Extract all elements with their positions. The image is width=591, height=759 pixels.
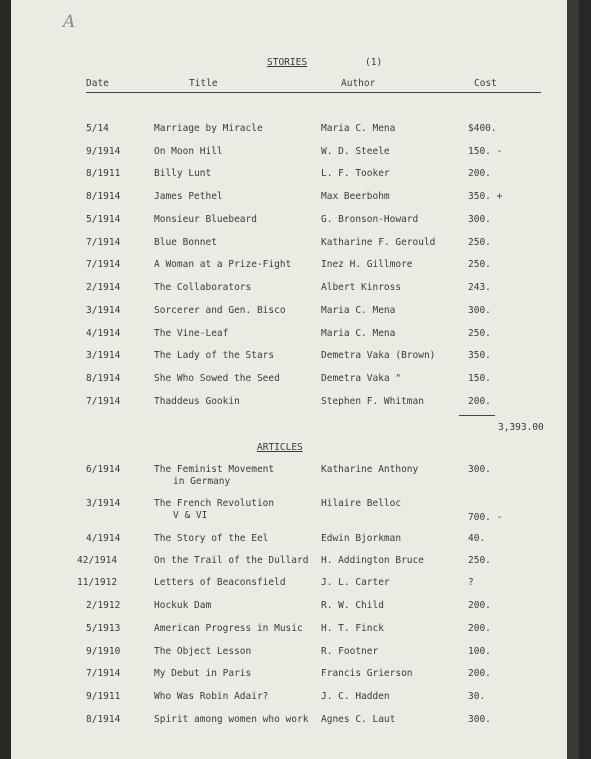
article-cost: 250. — [468, 555, 491, 566]
story-author: Maria C. Mena — [321, 123, 396, 134]
column-header-cost: Cost — [474, 78, 497, 89]
story-title: Sorcerer and Gen. Bisco — [154, 305, 286, 316]
article-date: 2/1912 — [86, 600, 121, 611]
article-date: 4/1914 — [86, 533, 121, 544]
story-cost: 150. — [468, 373, 491, 384]
article-cost: 40. — [468, 533, 486, 544]
story-title: She Who Sowed the Seed — [154, 373, 280, 384]
article-title: The Feminist Movement — [154, 464, 275, 475]
story-author: Inez H. Gillmore — [321, 259, 413, 270]
story-author: Katharine F. Gerould — [321, 237, 436, 248]
article-author: Agnes C. Laut — [321, 714, 396, 725]
story-author: L. F. Tooker — [321, 168, 390, 179]
article-cost: 200. — [468, 623, 491, 634]
story-cost: 300. — [468, 214, 491, 225]
article-author: Francis Grierson — [321, 668, 413, 679]
story-cost: 300. — [468, 305, 491, 316]
story-date: 8/1914 — [86, 191, 121, 202]
story-title: Monsieur Bluebeard — [154, 214, 257, 225]
article-date: 7/1914 — [86, 668, 121, 679]
article-author: H. Addington Bruce — [321, 555, 424, 566]
story-author: Demetra Vaka (Brown) — [321, 350, 436, 361]
column-header-title: Title — [189, 78, 218, 89]
story-date: 3/1914 — [86, 350, 121, 361]
article-cost: 700. - — [468, 512, 503, 523]
story-author: Albert Kinross — [321, 282, 402, 293]
story-title: Blue Bonnet — [154, 237, 217, 248]
story-cost: 250. — [468, 237, 491, 248]
stories-total: 3,393.00 — [498, 422, 544, 433]
story-cost: 243. — [468, 282, 491, 293]
article-date: 9/1911 — [86, 691, 121, 702]
article-author: H. T. Finck — [321, 623, 384, 634]
story-cost: 200. — [468, 396, 491, 407]
story-author: Demetra Vaka " — [321, 373, 402, 384]
story-cost: 250. — [468, 259, 491, 270]
article-title: My Debut in Paris — [154, 668, 252, 679]
story-date: 7/1914 — [86, 396, 121, 407]
story-date: 4/1914 — [86, 328, 121, 339]
story-title: Marriage by Miracle — [154, 123, 263, 134]
article-cost: 300. — [468, 464, 491, 475]
article-title: Hockuk Dam — [154, 600, 212, 611]
story-title: The Vine-Leaf — [154, 328, 229, 339]
article-author: J. C. Hadden — [321, 691, 390, 702]
article-title: The Object Lesson — [154, 646, 252, 657]
story-date: 8/1914 — [86, 373, 121, 384]
story-date: 2/1914 — [86, 282, 121, 293]
stories-heading: STORIES — [267, 57, 308, 68]
article-author: J. L. Carter — [321, 577, 390, 588]
story-cost: $400. — [468, 123, 497, 134]
story-author: W. D. Steele — [321, 146, 390, 157]
article-title: Who Was Robin Adair? — [154, 691, 269, 702]
story-date: 7/1914 — [86, 259, 121, 270]
story-date: 5/14 — [86, 123, 109, 134]
article-cost: ? — [468, 577, 474, 588]
story-author: Max Beerbohm — [321, 191, 390, 202]
article-date: 9/1910 — [86, 646, 121, 657]
article-cost: 300. — [468, 714, 491, 725]
article-author: Edwin Bjorkman — [321, 533, 402, 544]
page-edge-shadow — [567, 0, 579, 759]
story-author: Stephen F. Whitman — [321, 396, 424, 407]
article-cost: 200. — [468, 668, 491, 679]
article-title: Spirit among women who work — [154, 714, 309, 725]
story-date: 3/1914 — [86, 305, 121, 316]
story-date: 8/1911 — [86, 168, 121, 179]
total-rule — [459, 415, 495, 416]
story-cost: 350. + — [468, 191, 503, 202]
articles-heading: ARTICLES — [257, 442, 303, 453]
story-date: 5/1914 — [86, 214, 121, 225]
article-date: 42/1914 — [77, 555, 118, 566]
story-author: Maria C. Mena — [321, 328, 396, 339]
story-cost: 200. — [468, 168, 491, 179]
article-date: 11/1912 — [77, 577, 118, 588]
article-cost: 100. — [468, 646, 491, 657]
page-number: (1) — [365, 57, 383, 68]
story-title: Thaddeus Gookin — [154, 396, 240, 407]
story-date: 7/1914 — [86, 237, 121, 248]
article-title: Letters of Beaconsfield — [154, 577, 286, 588]
article-title-continued: V & VI — [173, 510, 208, 521]
article-author: R. W. Child — [321, 600, 384, 611]
article-date: 5/1913 — [86, 623, 121, 634]
story-title: The Collaborators — [154, 282, 252, 293]
story-title: The Lady of the Stars — [154, 350, 275, 361]
story-title: On Moon Hill — [154, 146, 223, 157]
story-cost: 350. — [468, 350, 491, 361]
column-header-author: Author — [341, 78, 376, 89]
article-date: 3/1914 — [86, 498, 121, 509]
article-author: R. Footner — [321, 646, 379, 657]
story-cost: 250. — [468, 328, 491, 339]
page-mark: A — [63, 12, 76, 32]
story-author: G. Bronson-Howard — [321, 214, 419, 225]
article-cost: 200. — [468, 600, 491, 611]
article-title-continued: in Germany — [173, 476, 231, 487]
article-date: 8/1914 — [86, 714, 121, 725]
column-header-date: Date — [86, 78, 109, 89]
document-page — [11, 0, 579, 759]
story-title: Billy Lunt — [154, 168, 212, 179]
story-cost: 150. - — [468, 146, 503, 157]
story-date: 9/1914 — [86, 146, 121, 157]
article-title: The Story of the Eel — [154, 533, 269, 544]
article-author: Hilaire Belloc — [321, 498, 402, 509]
article-title: American Progress in Music — [154, 623, 303, 634]
article-title: The French Revolution — [154, 498, 275, 509]
story-title: A Woman at a Prize-Fight — [154, 259, 292, 270]
article-cost: 30. — [468, 691, 486, 702]
article-date: 6/1914 — [86, 464, 121, 475]
article-title: On the Trail of the Dullard — [154, 555, 309, 566]
story-title: James Pethel — [154, 191, 223, 202]
story-author: Maria C. Mena — [321, 305, 396, 316]
header-rule — [86, 92, 541, 93]
article-author: Katharine Anthony — [321, 464, 419, 475]
